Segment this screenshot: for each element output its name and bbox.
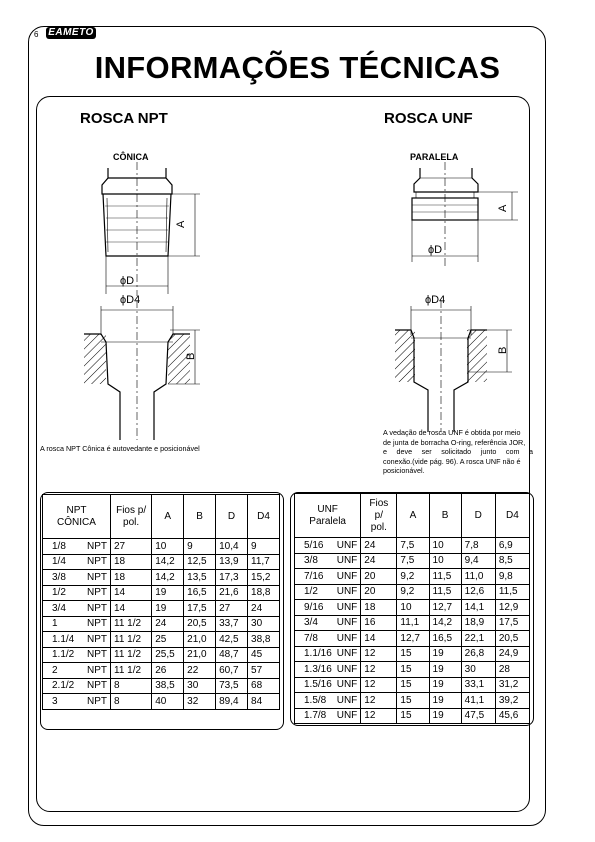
unf-value-cell: 12 [361,646,397,662]
unf-size: 1.5/8 [304,694,327,706]
unf-value-cell: 19 [429,708,461,724]
unf-value-cell: 33,1 [461,677,495,693]
npt-value-cell: 18 [111,554,152,570]
unf-value-cell: 16 [361,615,397,631]
npt-header-cell: Fios p/ pol. [111,495,152,539]
npt-size: 1 [52,618,58,630]
unf-value-cell: 14,2 [429,615,461,631]
table-row [43,663,280,679]
unf-thread-type: UNF [336,555,358,567]
unf-value-cell: 41,1 [461,693,495,709]
npt-header-cell: B [184,495,216,539]
npt-label-a: A [175,220,187,228]
unf-value-cell: 19 [429,662,461,678]
unf-value-cell: 15 [397,677,429,693]
npt-value-cell: 38,8 [248,632,280,648]
npt-value-cell: 24 [248,601,280,617]
table-row [43,632,280,648]
unf-size-cell [295,538,361,554]
npt-value-cell: 24 [152,616,184,632]
table-row [43,585,280,601]
npt-value-cell: 25,5 [152,647,184,663]
npt-size-cell [43,647,111,663]
unf-header-cell: D [461,494,495,538]
unf-thread-type: UNF [336,679,358,691]
unf-size: 7/8 [304,632,318,644]
unf-value-cell: 17,5 [495,615,529,631]
npt-value-cell: 11 1/2 [111,647,152,663]
unf-value-cell: 15 [397,646,429,662]
unf-value-cell: 10 [429,538,461,554]
npt-value-cell: 8 [111,678,152,694]
npt-heading: ROSCA NPT [80,110,168,127]
page-title: INFORMAÇÕES TÉCNICAS [94,50,501,85]
npt-port-drawing [84,300,200,440]
npt-thread-type: NPT [87,664,107,676]
npt-value-cell: 18 [111,570,152,586]
npt-size-cell [43,554,111,570]
unf-value-cell: 12,9 [495,600,529,616]
unf-value-cell: 11,5 [495,584,529,600]
table-row [43,570,280,586]
table-row [295,569,530,585]
unf-size: 1.7/8 [304,710,327,722]
table-row [295,538,530,554]
unf-value-cell: 22,1 [461,631,495,647]
npt-size-cell [43,632,111,648]
npt-value-cell: 32 [184,694,216,710]
unf-size: 3/4 [304,617,318,629]
npt-table [42,494,280,710]
npt-size-cell [43,585,111,601]
unf-size-cell [295,693,361,709]
unf-header-cell: A [397,494,429,538]
npt-thread-type: NPT [87,540,107,552]
unf-value-cell: 19 [429,693,461,709]
npt-value-cell: 27 [111,539,152,555]
table-row [295,662,530,678]
npt-size: 3/4 [52,602,66,614]
unf-size-cell [295,708,361,724]
unf-value-cell: 20 [361,584,397,600]
unf-size-cell [295,646,361,662]
unf-value-cell: 11,5 [429,584,461,600]
unf-value-cell: 19 [429,677,461,693]
npt-thread-type: NPT [87,587,107,599]
unf-thread-type: UNF [336,694,358,706]
unf-thread-type: UNF [336,570,358,582]
npt-value-cell: 19 [152,601,184,617]
npt-value-cell: 30 [184,678,216,694]
npt-value-cell: 19 [152,585,184,601]
unf-value-cell: 10 [429,553,461,569]
table-row [295,708,530,724]
unf-thread-type: UNF [336,601,358,613]
unf-value-cell: 30 [461,662,495,678]
npt-subheading: CÔNICA [113,152,149,162]
npt-value-cell: 38,5 [152,678,184,694]
npt-value-cell: 14 [111,585,152,601]
unf-label-d4: ϕD4 [425,294,446,306]
table-row [43,647,280,663]
table-row [43,601,280,617]
unf-label-a: A [497,204,509,212]
table-row [295,615,530,631]
unf-size: 3/8 [304,555,318,567]
unf-value-cell: 26,8 [461,646,495,662]
npt-value-cell: 27 [216,601,248,617]
npt-header-cell: A [152,495,184,539]
table-row [43,616,280,632]
npt-size-cell [43,663,111,679]
unf-value-cell: 9,2 [397,569,429,585]
npt-header-cell: D [216,495,248,539]
npt-thread-type: NPT [87,571,107,583]
npt-size-cell [43,678,111,694]
npt-value-cell: 21,6 [216,585,248,601]
npt-header-cell: D4 [248,495,280,539]
table-row [295,600,530,616]
npt-value-cell: 20,5 [184,616,216,632]
unf-value-cell: 12,7 [397,631,429,647]
unf-size: 9/16 [304,601,324,613]
npt-size: 2.1/2 [52,680,75,692]
unf-size-cell [295,677,361,693]
npt-value-cell: 73,5 [216,678,248,694]
npt-size: 1/2 [52,587,66,599]
npt-thread-type: NPT [87,680,107,692]
npt-thread-type: NPT [87,618,107,630]
npt-value-cell: 16,5 [184,585,216,601]
unf-size: 1.3/16 [304,663,332,675]
npt-value-cell: 11 1/2 [111,616,152,632]
unf-port-drawing [395,300,512,432]
unf-size: 7/16 [304,570,324,582]
unf-size: 1.1/16 [304,648,332,660]
npt-value-cell: 9 [248,539,280,555]
unf-value-cell: 15 [397,708,429,724]
unf-value-cell: 12 [361,708,397,724]
npt-size: 3/8 [52,571,66,583]
npt-size: 1/4 [52,556,66,568]
unf-value-cell: 18 [361,600,397,616]
npt-value-cell: 68 [248,678,280,694]
npt-size: 1.1/4 [52,633,75,645]
npt-value-cell: 14,2 [152,570,184,586]
npt-size-cell [43,694,111,710]
table-row [295,646,530,662]
unf-value-cell: 12,6 [461,584,495,600]
npt-value-cell: 21,0 [184,647,216,663]
npt-size-cell [43,601,111,617]
npt-size: 2 [52,664,58,676]
unf-value-cell: 7,5 [397,538,429,554]
npt-note: A rosca NPT Cônica é autovedante e posicionável [40,444,200,453]
npt-value-cell: 48,7 [216,647,248,663]
unf-value-cell: 16,5 [429,631,461,647]
unf-table [294,493,530,724]
unf-thread-type: UNF [336,539,358,551]
npt-value-cell: 8 [111,694,152,710]
npt-fitting-drawing [102,162,200,296]
npt-value-cell: 17,3 [216,570,248,586]
npt-value-cell: 13,5 [184,570,216,586]
unf-thread-type: UNF [336,710,358,722]
unf-value-cell: 12 [361,662,397,678]
unf-note-line: de junta de borracha O-ring, referência JOR, [383,437,526,447]
npt-value-cell: 11 1/2 [111,632,152,648]
unf-value-cell: 11,0 [461,569,495,585]
npt-value-cell: 11,7 [248,554,280,570]
unf-label-b: B [497,346,509,354]
npt-value-cell: 17,5 [184,601,216,617]
unf-value-cell: 11,5 [429,569,461,585]
unf-size: 1.5/16 [304,679,332,691]
page-number: 6 [34,30,39,39]
unf-value-cell: 12 [361,693,397,709]
npt-value-cell: 14 [111,601,152,617]
npt-thread-type: NPT [87,649,107,661]
unf-note [383,428,533,476]
unf-value-cell: 8,5 [495,553,529,569]
npt-label-d: ϕD [120,275,135,287]
npt-size: 3 [52,695,58,707]
unf-size: 5/16 [304,539,324,551]
table-row [295,677,530,693]
unf-value-cell: 7,8 [461,538,495,554]
unf-value-cell: 24 [361,538,397,554]
unf-note-line: A vedação de rosca UNF é obtida por meio [383,428,521,437]
unf-value-cell: 11,1 [397,615,429,631]
npt-value-cell: 89,4 [216,694,248,710]
unf-value-cell: 10 [397,600,429,616]
unf-value-cell: 9,4 [461,553,495,569]
unf-size-cell [295,584,361,600]
unf-value-cell: 9,8 [495,569,529,585]
unf-value-cell: 6,9 [495,538,529,554]
npt-value-cell: 13,9 [216,554,248,570]
npt-label-b: B [185,352,197,360]
unf-size-cell [295,600,361,616]
unf-header-cell: Fios p/ pol. [361,494,397,538]
npt-value-cell: 18,8 [248,585,280,601]
npt-thread-type: NPT [87,633,107,645]
unf-value-cell: 39,2 [495,693,529,709]
unf-thread-type: UNF [336,617,358,629]
unf-size: 1/2 [304,586,318,598]
table-row [43,694,280,710]
npt-value-cell: 12,5 [184,554,216,570]
table-row [43,678,280,694]
npt-value-cell: 25 [152,632,184,648]
npt-thread-type: NPT [87,556,107,568]
npt-size-cell [43,616,111,632]
unf-value-cell: 12 [361,677,397,693]
unf-size-cell [295,662,361,678]
npt-value-cell: 33,7 [216,616,248,632]
unf-thread-type: UNF [336,632,358,644]
npt-size: 1.1/2 [52,649,75,661]
unf-thread-type: UNF [336,648,358,660]
npt-thread-type: NPT [87,602,107,614]
table-row [43,554,280,570]
unf-value-cell: 20,5 [495,631,529,647]
unf-size-cell [295,553,361,569]
unf-value-cell: 15 [397,662,429,678]
unf-thread-type: UNF [336,663,358,675]
unf-heading: ROSCA UNF [384,110,473,127]
table-row [295,584,530,600]
npt-value-cell: 84 [248,694,280,710]
unf-value-cell: 24,9 [495,646,529,662]
unf-value-cell: 47,5 [461,708,495,724]
unf-note-line: posicionável. [383,466,425,475]
npt-value-cell: 10 [152,539,184,555]
npt-value-cell: 22 [184,663,216,679]
npt-value-cell: 30 [248,616,280,632]
npt-value-cell: 11 1/2 [111,663,152,679]
npt-value-cell: 21,0 [184,632,216,648]
unf-note-line: e deve ser solicitado junto com a [383,447,533,456]
unf-size-cell [295,631,361,647]
unf-value-cell: 28 [495,662,529,678]
unf-value-cell: 20 [361,569,397,585]
npt-label-d4: ϕD4 [120,294,141,306]
unf-size-cell [295,615,361,631]
unf-label-d: ϕD [428,244,443,256]
unf-value-cell: 31,2 [495,677,529,693]
npt-value-cell: 14,2 [152,554,184,570]
npt-size: 1/8 [52,540,66,552]
unf-value-cell: 14,1 [461,600,495,616]
npt-value-cell: 26 [152,663,184,679]
unf-thread-type: UNF [336,586,358,598]
unf-value-cell: 24 [361,553,397,569]
unf-header-cell: D4 [495,494,529,538]
unf-value-cell: 12,7 [429,600,461,616]
unf-note-line: conexão.(vide pág. 96). A rosca UNF não é [383,456,521,466]
unf-header-cell: UNF Paralela [295,494,361,538]
unf-value-cell: 19 [429,646,461,662]
unf-value-cell: 14 [361,631,397,647]
npt-value-cell: 60,7 [216,663,248,679]
npt-size-cell [43,539,111,555]
unf-value-cell: 45,6 [495,708,529,724]
npt-value-cell: 10,4 [216,539,248,555]
unf-size-cell [295,569,361,585]
eameto-logo: EAMETO [46,27,96,39]
unf-value-cell: 18,9 [461,615,495,631]
unf-value-cell: 9,2 [397,584,429,600]
npt-value-cell: 57 [248,663,280,679]
unf-header-cell: B [429,494,461,538]
table-row [43,539,280,555]
npt-value-cell: 45 [248,647,280,663]
npt-value-cell: 9 [184,539,216,555]
npt-value-cell: 40 [152,694,184,710]
npt-value-cell: 15,2 [248,570,280,586]
table-row [295,631,530,647]
npt-value-cell: 42,5 [216,632,248,648]
npt-thread-type: NPT [87,695,107,707]
table-row [295,693,530,709]
npt-size-cell [43,570,111,586]
unf-subheading: PARALELA [410,152,459,162]
table-row [295,553,530,569]
npt-header-cell: NPT CÔNICA [43,495,111,539]
unf-value-cell: 7,5 [397,553,429,569]
unf-value-cell: 15 [397,693,429,709]
